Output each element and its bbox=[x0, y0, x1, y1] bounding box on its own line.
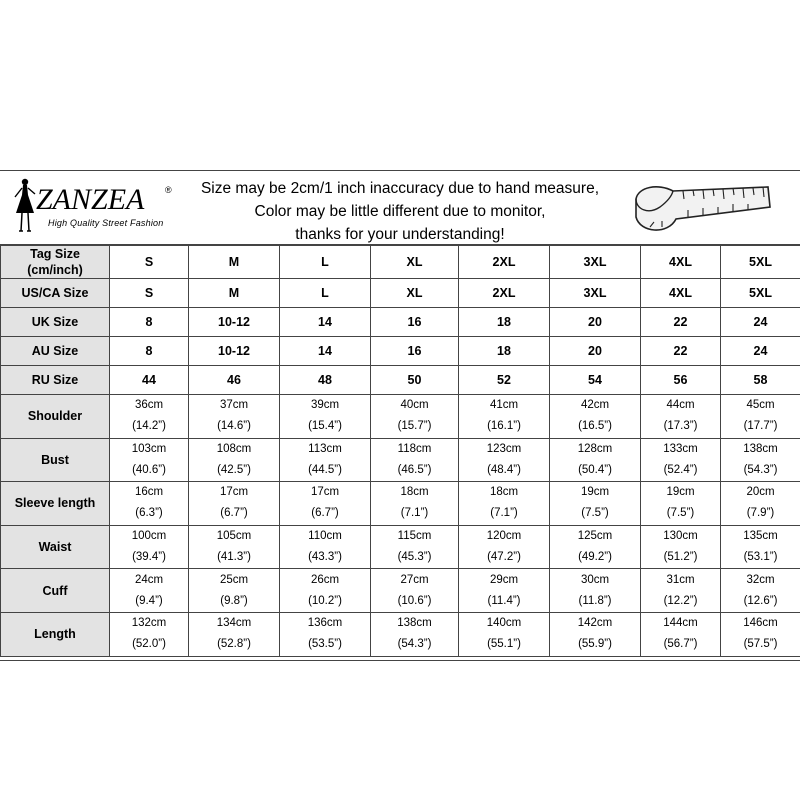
measure-cell bbox=[280, 525, 371, 569]
size-cell: L bbox=[280, 279, 371, 308]
measure-inch: (47.2”) bbox=[487, 551, 521, 564]
measure-inch: (39.4”) bbox=[132, 551, 166, 564]
measure-inch: (40.6”) bbox=[132, 463, 166, 476]
measure-cell bbox=[110, 482, 189, 526]
measure-inch: (7.5”) bbox=[666, 507, 695, 520]
measure-cm: 25cm bbox=[219, 573, 249, 586]
measure-cell bbox=[550, 525, 641, 569]
measure-cell bbox=[110, 612, 189, 656]
row-label: US/CA Size bbox=[1, 279, 110, 308]
measure-inch: (7.1”) bbox=[400, 507, 429, 520]
table-row bbox=[1, 482, 800, 526]
size-cell: XL bbox=[371, 279, 459, 308]
measure-cell bbox=[371, 525, 459, 569]
measure-inch: (49.2”) bbox=[578, 551, 612, 564]
size-cell: 3XL bbox=[550, 279, 641, 308]
size-cell: S bbox=[110, 246, 189, 279]
size-cell: 54 bbox=[550, 366, 641, 395]
measure-cm: 40cm bbox=[400, 399, 429, 412]
size-cell: 58 bbox=[721, 366, 800, 395]
measure-inch: (14.6”) bbox=[217, 420, 251, 433]
size-cell: 16 bbox=[371, 308, 459, 337]
measure-inch: (6.7”) bbox=[220, 507, 248, 520]
row-label: Sleeve length bbox=[1, 482, 110, 526]
measure-inch: (42.5”) bbox=[217, 463, 251, 476]
measure-cell bbox=[459, 569, 550, 613]
row-label: Tag Size (cm/inch) bbox=[1, 246, 110, 279]
measure-cm: 105cm bbox=[216, 530, 252, 543]
measure-cm: 39cm bbox=[310, 399, 340, 412]
measure-inch: (52.8”) bbox=[217, 638, 251, 651]
row-label: Shoulder bbox=[1, 395, 110, 439]
size-cell: 18 bbox=[459, 308, 550, 337]
measure-cm: 27cm bbox=[400, 573, 429, 586]
size-cell: 10-12 bbox=[189, 308, 280, 337]
measure-cm: 125cm bbox=[577, 530, 613, 543]
measure-inch: (54.3”) bbox=[743, 463, 778, 476]
measure-inch: (44.5”) bbox=[308, 463, 342, 476]
size-cell: 8 bbox=[110, 308, 189, 337]
measure-cm: 45cm bbox=[746, 399, 775, 412]
measure-cell bbox=[550, 438, 641, 482]
measure-inch: (14.2”) bbox=[132, 420, 166, 433]
measure-cell bbox=[550, 395, 641, 439]
measure-cm: 138cm bbox=[743, 442, 778, 455]
measure-cm: 134cm bbox=[216, 617, 252, 630]
measure-cm: 133cm bbox=[663, 442, 698, 455]
measure-cell bbox=[721, 482, 800, 526]
measure-cm: 36cm bbox=[134, 399, 164, 412]
measure-cell bbox=[459, 438, 550, 482]
measure-cell bbox=[371, 569, 459, 613]
measure-cell bbox=[459, 612, 550, 656]
measure-cell bbox=[371, 612, 459, 656]
measure-cell bbox=[189, 438, 280, 482]
table-row bbox=[1, 438, 800, 482]
measure-cell bbox=[641, 525, 721, 569]
size-cell: 4XL bbox=[641, 279, 721, 308]
notice-line: Color may be little different due to monitor, bbox=[254, 203, 546, 220]
measure-cm: 144cm bbox=[663, 617, 698, 630]
size-cell: 52 bbox=[459, 366, 550, 395]
row-label: UK Size bbox=[1, 308, 110, 337]
size-cell: 48 bbox=[280, 366, 371, 395]
measure-cm: 120cm bbox=[486, 530, 522, 543]
measure-cm: 19cm bbox=[666, 486, 695, 499]
measure-cm: 32cm bbox=[746, 573, 775, 586]
measure-cm: 18cm bbox=[400, 486, 429, 499]
size-cell: 24 bbox=[721, 308, 800, 337]
measure-cm: 123cm bbox=[486, 442, 522, 455]
measure-inch: (51.2”) bbox=[663, 551, 698, 564]
measure-inch: (52.4”) bbox=[663, 463, 698, 476]
measure-inch: (52.0”) bbox=[132, 638, 166, 651]
measure-cm: 18cm bbox=[489, 486, 519, 499]
measure-cell bbox=[550, 482, 641, 526]
size-cell: 5XL bbox=[721, 246, 800, 279]
measure-cm: 138cm bbox=[397, 617, 432, 630]
size-cell: 20 bbox=[550, 337, 641, 366]
measure-cell bbox=[110, 525, 189, 569]
measure-cm: 100cm bbox=[131, 530, 167, 543]
size-cell: 18 bbox=[459, 337, 550, 366]
size-cell: 5XL bbox=[721, 279, 800, 308]
measure-cm: 16cm bbox=[134, 486, 164, 499]
measure-cell bbox=[371, 395, 459, 439]
measure-inch: (43.3”) bbox=[308, 551, 342, 564]
measure-inch: (10.6”) bbox=[397, 594, 432, 607]
size-cell: 2XL bbox=[459, 279, 550, 308]
measure-inch: (56.7”) bbox=[663, 638, 698, 651]
notice-line: thanks for your understanding! bbox=[295, 226, 505, 243]
measure-cell bbox=[721, 569, 800, 613]
size-cell: S bbox=[110, 279, 189, 308]
notice-line: Size may be 2cm/1 inch inaccuracy due to hand measure, bbox=[200, 180, 600, 197]
measure-cm: 19cm bbox=[580, 486, 610, 499]
table-row bbox=[1, 337, 800, 366]
size-cell: 14 bbox=[280, 308, 371, 337]
measure-inch: (7.5”) bbox=[581, 507, 609, 520]
measure-inch: (9.8”) bbox=[220, 594, 248, 607]
measure-cell bbox=[280, 438, 371, 482]
table-row bbox=[1, 525, 800, 569]
row-label: RU Size bbox=[1, 366, 110, 395]
size-cell: XL bbox=[371, 246, 459, 279]
measure-cell bbox=[641, 612, 721, 656]
size-cell: 4XL bbox=[641, 246, 721, 279]
size-cell: 44 bbox=[110, 366, 189, 395]
table-row bbox=[1, 308, 800, 337]
measure-cell bbox=[371, 438, 459, 482]
notice-text bbox=[180, 177, 620, 246]
table-row bbox=[1, 246, 800, 279]
measure-cm: 37cm bbox=[219, 399, 249, 412]
measure-cell bbox=[110, 438, 189, 482]
measure-inch: (46.5”) bbox=[397, 463, 432, 476]
table-row bbox=[1, 366, 800, 395]
measure-cm: 140cm bbox=[486, 617, 522, 630]
measure-cm: 108cm bbox=[216, 442, 252, 455]
measure-cell bbox=[371, 482, 459, 526]
size-cell: 2XL bbox=[459, 246, 550, 279]
measure-cell bbox=[189, 569, 280, 613]
measure-inch: (7.9”) bbox=[746, 507, 775, 520]
measure-cell bbox=[641, 482, 721, 526]
measure-inch: (53.1”) bbox=[743, 551, 778, 564]
measure-cm: 128cm bbox=[577, 442, 613, 455]
measure-cell bbox=[280, 482, 371, 526]
measure-inch: (53.5”) bbox=[308, 638, 342, 651]
measure-cell bbox=[459, 525, 550, 569]
measure-inch: (17.3”) bbox=[663, 420, 698, 433]
size-cell: 22 bbox=[641, 308, 721, 337]
size-cell: 14 bbox=[280, 337, 371, 366]
measure-inch: (11.4”) bbox=[487, 594, 521, 607]
measure-cell bbox=[189, 525, 280, 569]
measure-inch: (15.7”) bbox=[397, 420, 432, 433]
measuring-tape-icon bbox=[628, 177, 778, 241]
measure-cell bbox=[110, 395, 189, 439]
row-label: Cuff bbox=[1, 569, 110, 613]
measure-cm: 41cm bbox=[489, 399, 519, 412]
measure-inch: (7.1”) bbox=[490, 507, 518, 520]
measure-cm: 26cm bbox=[310, 573, 340, 586]
measure-inch: (55.9”) bbox=[578, 638, 612, 651]
size-cell: 8 bbox=[110, 337, 189, 366]
measure-inch: (45.3”) bbox=[397, 551, 432, 564]
measure-inch: (6.3”) bbox=[135, 507, 163, 520]
measure-cm: 118cm bbox=[397, 442, 432, 455]
measure-cm: 130cm bbox=[663, 530, 698, 543]
row-label: Waist bbox=[1, 525, 110, 569]
measure-cm: 132cm bbox=[131, 617, 167, 630]
measure-inch: (16.1”) bbox=[487, 420, 521, 433]
size-cell: L bbox=[280, 246, 371, 279]
measure-inch: (57.5”) bbox=[743, 638, 778, 651]
measure-cm: 29cm bbox=[489, 573, 519, 586]
table-row bbox=[1, 395, 800, 439]
measure-inch: (9.4”) bbox=[135, 594, 163, 607]
measure-cell bbox=[721, 438, 800, 482]
row-label: AU Size bbox=[1, 337, 110, 366]
brand-logo bbox=[10, 175, 180, 241]
measure-cell bbox=[280, 569, 371, 613]
measure-cell bbox=[280, 395, 371, 439]
measure-inch: (16.5”) bbox=[578, 420, 612, 433]
measure-cm: 30cm bbox=[580, 573, 610, 586]
measure-cm: 42cm bbox=[580, 399, 610, 412]
measure-cm: 103cm bbox=[131, 442, 167, 455]
measure-cm: 110cm bbox=[308, 530, 342, 543]
measure-inch: (6.7”) bbox=[311, 507, 339, 520]
measure-inch: (48.4”) bbox=[487, 463, 521, 476]
measure-cell bbox=[189, 395, 280, 439]
measure-cm: 24cm bbox=[134, 573, 164, 586]
measure-cell bbox=[641, 395, 721, 439]
measure-cm: 20cm bbox=[746, 486, 775, 499]
size-cell: M bbox=[189, 279, 280, 308]
size-cell: 3XL bbox=[550, 246, 641, 279]
measure-inch: (54.3”) bbox=[397, 638, 432, 651]
measure-inch: (50.4”) bbox=[578, 463, 612, 476]
size-table bbox=[0, 245, 800, 657]
measure-cell bbox=[721, 525, 800, 569]
measure-inch: (17.7”) bbox=[743, 420, 778, 433]
measure-cell bbox=[459, 482, 550, 526]
brand-tagline: High Quality Street Fashion bbox=[48, 218, 164, 228]
measure-cm: 44cm bbox=[666, 399, 695, 412]
measure-inch: (12.2”) bbox=[663, 594, 698, 607]
measure-inch: (12.6”) bbox=[743, 594, 778, 607]
measure-cell bbox=[721, 395, 800, 439]
row-label: Bust bbox=[1, 438, 110, 482]
measure-cell bbox=[641, 569, 721, 613]
measure-cell bbox=[641, 438, 721, 482]
measure-cell bbox=[280, 612, 371, 656]
chart-header bbox=[0, 171, 800, 245]
measure-cell bbox=[189, 612, 280, 656]
size-cell: 50 bbox=[371, 366, 459, 395]
measure-cm: 115cm bbox=[397, 530, 432, 543]
brand-name: ZANZEA bbox=[36, 183, 145, 216]
size-chart bbox=[0, 170, 800, 661]
size-cell: 22 bbox=[641, 337, 721, 366]
measure-cm: 142cm bbox=[577, 617, 613, 630]
measure-cell bbox=[110, 569, 189, 613]
measure-cell bbox=[189, 482, 280, 526]
measure-cm: 135cm bbox=[743, 530, 778, 543]
measure-cm: 113cm bbox=[308, 442, 342, 455]
measure-cell bbox=[550, 612, 641, 656]
table-row bbox=[1, 569, 800, 613]
measure-cm: 31cm bbox=[666, 573, 695, 586]
table-row bbox=[1, 279, 800, 308]
size-cell: M bbox=[189, 246, 280, 279]
measure-inch: (41.3”) bbox=[217, 551, 251, 564]
measure-cell bbox=[550, 569, 641, 613]
measure-cm: 136cm bbox=[307, 617, 343, 630]
measure-cm: 17cm bbox=[219, 486, 249, 499]
size-cell: 56 bbox=[641, 366, 721, 395]
size-cell: 20 bbox=[550, 308, 641, 337]
size-cell: 46 bbox=[189, 366, 280, 395]
size-cell: 16 bbox=[371, 337, 459, 366]
registered-mark: ® bbox=[165, 185, 172, 195]
measure-cell bbox=[459, 395, 550, 439]
size-cell: 24 bbox=[721, 337, 800, 366]
measure-cm: 17cm bbox=[310, 486, 340, 499]
measure-inch: (15.4”) bbox=[308, 420, 342, 433]
size-cell: 10-12 bbox=[189, 337, 280, 366]
row-label: Length bbox=[1, 612, 110, 656]
measure-inch: (11.8”) bbox=[578, 594, 612, 607]
table-row bbox=[1, 612, 800, 656]
measure-inch: (55.1”) bbox=[487, 638, 521, 651]
measure-inch: (10.2”) bbox=[308, 594, 342, 607]
measure-cm: 146cm bbox=[743, 617, 778, 630]
measure-cell bbox=[721, 612, 800, 656]
